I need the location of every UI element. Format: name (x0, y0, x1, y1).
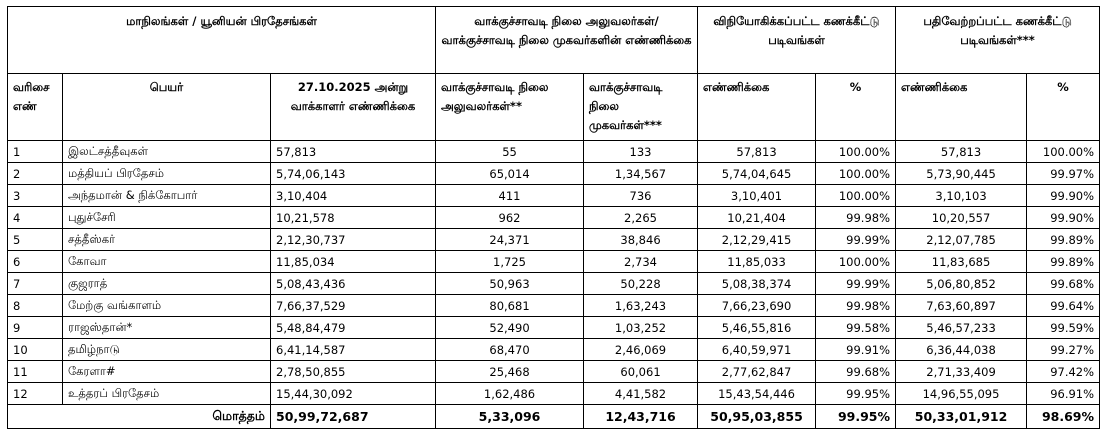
distributed-cell: 10,21,404 (698, 207, 816, 229)
uploaded-pct-cell: 100.00% (1027, 141, 1100, 163)
total-blo: 5,33,096 (436, 405, 584, 429)
table-row (8, 317, 1100, 339)
uploaded-pct-cell: 96.91% (1027, 383, 1100, 405)
bla-cell: 1,63,243 (584, 295, 698, 317)
uploaded-pct-cell: 99.59% (1027, 317, 1100, 339)
blo-cell: 25,468 (436, 361, 584, 383)
blo-cell: 411 (436, 185, 584, 207)
state-name-cell: மேற்கு வங்காளம் (63, 295, 271, 317)
blo-group-header: வாக்குச்சாவடி நிலை அலுவலர்கள்/ வாக்குச்சாவடி நிலை முகவர்களின் எண்ணிக்கை (436, 7, 698, 74)
bla-cell: 2,734 (584, 251, 698, 273)
total-uploaded: 50,33,01,912 (896, 405, 1027, 429)
electors-cell: 5,08,43,436 (271, 273, 436, 295)
table-row (8, 251, 1100, 273)
table-row (8, 185, 1100, 207)
state-name-cell: புதுச்சேரி (63, 207, 271, 229)
sir-statistics-table (7, 6, 1100, 429)
bla-cell: 2,46,069 (584, 339, 698, 361)
state-name-cell: ராஜஸ்தான்* (63, 317, 271, 339)
blo-cell: 52,490 (436, 317, 584, 339)
uploaded-cell: 5,73,90,445 (896, 163, 1027, 185)
sno-cell: 9 (8, 317, 63, 339)
distributed-pct-cell: 100.00% (816, 141, 896, 163)
table-row (8, 361, 1100, 383)
sno-cell: 11 (8, 361, 63, 383)
electors-cell: 15,44,30,092 (271, 383, 436, 405)
uploaded-cell: 10,20,557 (896, 207, 1027, 229)
bla-header: வாக்குச்சாவடி நிலை முகவர்கள்*** (584, 74, 698, 141)
uploaded-cell: 2,12,07,785 (896, 229, 1027, 251)
distributed-cell: 5,08,38,374 (698, 273, 816, 295)
uploaded-cell: 3,10,103 (896, 185, 1027, 207)
sno-cell: 3 (8, 185, 63, 207)
sno-cell: 7 (8, 273, 63, 295)
distributed-pct-cell: 99.98% (816, 207, 896, 229)
total-distributed-pct: 99.95% (816, 405, 896, 429)
total-label: மொத்தம் (8, 405, 271, 429)
state-name-cell: மத்தியப் பிரதேசம் (63, 163, 271, 185)
electors-cell: 2,78,50,855 (271, 361, 436, 383)
sno-cell: 8 (8, 295, 63, 317)
blo-cell: 65,014 (436, 163, 584, 185)
electors-header: 27.10.2025 அன்று வாக்காளர் எண்ணிக்கை (271, 74, 436, 141)
sno-cell: 10 (8, 339, 63, 361)
uploaded-cell: 5,46,57,233 (896, 317, 1027, 339)
name-header: பெயர் (63, 74, 271, 141)
state-name-cell: குஜராத் (63, 273, 271, 295)
distributed-pct-cell: 100.00% (816, 251, 896, 273)
table-row (8, 163, 1100, 185)
uploaded-pct-cell: 97.42% (1027, 361, 1100, 383)
header-row-group (8, 7, 1100, 74)
distributed-cell: 7,66,23,690 (698, 295, 816, 317)
distributed-cell: 15,43,54,446 (698, 383, 816, 405)
table-body (8, 141, 1100, 405)
state-name-cell: இலட்சத்தீவுகள் (63, 141, 271, 163)
distributed-pct-cell: 99.68% (816, 361, 896, 383)
table-row (8, 141, 1100, 163)
header-row-columns (8, 74, 1100, 141)
distributed-pct-header: % (816, 74, 896, 141)
blo-cell: 80,681 (436, 295, 584, 317)
total-electors: 50,99,72,687 (271, 405, 436, 429)
bla-cell: 50,228 (584, 273, 698, 295)
uploaded-header: பதிவேற்றப்பட்ட கணக்கீட்டு படிவங்கள்*** (896, 7, 1100, 74)
blo-cell: 24,371 (436, 229, 584, 251)
sno-cell: 2 (8, 163, 63, 185)
electors-cell: 3,10,404 (271, 185, 436, 207)
electors-cell: 6,41,14,587 (271, 339, 436, 361)
distributed-pct-cell: 100.00% (816, 185, 896, 207)
table-row (8, 295, 1100, 317)
distributed-cell: 11,85,033 (698, 251, 816, 273)
uploaded-pct-cell: 99.90% (1027, 185, 1100, 207)
blo-cell: 1,62,486 (436, 383, 584, 405)
bla-cell: 1,03,252 (584, 317, 698, 339)
total-row (8, 405, 1100, 429)
state-name-cell: தமிழ்நாடு (63, 339, 271, 361)
state-name-cell: உத்தரப் பிரதேசம் (63, 383, 271, 405)
bla-cell: 1,34,567 (584, 163, 698, 185)
distributed-cell: 3,10,401 (698, 185, 816, 207)
distributed-pct-cell: 99.95% (816, 383, 896, 405)
electors-cell: 5,48,84,479 (271, 317, 436, 339)
electors-cell: 2,12,30,737 (271, 229, 436, 251)
blo-cell: 1,725 (436, 251, 584, 273)
sno-cell: 5 (8, 229, 63, 251)
blo-header: வாக்குச்சாவடி நிலை அலுவலர்கள்** (436, 74, 584, 141)
uploaded-cell: 2,71,33,409 (896, 361, 1027, 383)
uploaded-cell: 11,83,685 (896, 251, 1027, 273)
distributed-cell: 57,813 (698, 141, 816, 163)
electors-cell: 5,74,06,143 (271, 163, 436, 185)
blo-cell: 55 (436, 141, 584, 163)
uploaded-pct-cell: 99.89% (1027, 229, 1100, 251)
blo-cell: 50,963 (436, 273, 584, 295)
uploaded-pct-cell: 99.64% (1027, 295, 1100, 317)
uploaded-pct-cell: 99.97% (1027, 163, 1100, 185)
uploaded-pct-header: % (1027, 74, 1100, 141)
sno-cell: 6 (8, 251, 63, 273)
distributed-pct-cell: 100.00% (816, 163, 896, 185)
table-row (8, 207, 1100, 229)
uploaded-pct-cell: 99.27% (1027, 339, 1100, 361)
uploaded-pct-cell: 99.90% (1027, 207, 1100, 229)
uploaded-cell: 57,813 (896, 141, 1027, 163)
uploaded-cell: 14,96,55,095 (896, 383, 1027, 405)
table-row (8, 229, 1100, 251)
distributed-pct-cell: 99.99% (816, 273, 896, 295)
uploaded-pct-cell: 99.89% (1027, 251, 1100, 273)
electors-cell: 10,21,578 (271, 207, 436, 229)
bla-cell: 60,061 (584, 361, 698, 383)
distributed-cell: 5,74,04,645 (698, 163, 816, 185)
states-header: மாநிலங்கள் / யூனியன் பிரதேசங்கள் (8, 7, 436, 74)
sno-cell: 12 (8, 383, 63, 405)
distributed-pct-cell: 99.58% (816, 317, 896, 339)
electors-cell: 7,66,37,529 (271, 295, 436, 317)
uploaded-cell: 6,36,44,038 (896, 339, 1027, 361)
distributed-pct-cell: 99.99% (816, 229, 896, 251)
uploaded-pct-cell: 99.68% (1027, 273, 1100, 295)
bla-cell: 38,846 (584, 229, 698, 251)
bla-cell: 133 (584, 141, 698, 163)
distributed-cell: 2,12,29,415 (698, 229, 816, 251)
distributed-pct-cell: 99.98% (816, 295, 896, 317)
blo-cell: 962 (436, 207, 584, 229)
distributed-cell: 5,46,55,816 (698, 317, 816, 339)
uploaded-count-header: எண்ணிக்கை (896, 74, 1027, 141)
bla-cell: 4,41,582 (584, 383, 698, 405)
electors-cell: 11,85,034 (271, 251, 436, 273)
total-uploaded-pct: 98.69% (1027, 405, 1100, 429)
distributed-count-header: எண்ணிக்கை (698, 74, 816, 141)
distributed-header: விநியோகிக்கப்பட்ட கணக்கீட்டு படிவங்கள் (698, 7, 896, 74)
distributed-cell: 2,77,62,847 (698, 361, 816, 383)
table-row (8, 339, 1100, 361)
total-distributed: 50,95,03,855 (698, 405, 816, 429)
distributed-cell: 6,40,59,971 (698, 339, 816, 361)
uploaded-cell: 7,63,60,897 (896, 295, 1027, 317)
table-row (8, 273, 1100, 295)
state-name-cell: கேரளா# (63, 361, 271, 383)
sno-header: வரிசை எண் (8, 74, 63, 141)
state-name-cell: அந்தமான் & நிக்கோபார் (63, 185, 271, 207)
bla-cell: 736 (584, 185, 698, 207)
total-bla: 12,43,716 (584, 405, 698, 429)
state-name-cell: கோவா (63, 251, 271, 273)
electors-cell: 57,813 (271, 141, 436, 163)
sno-cell: 4 (8, 207, 63, 229)
sno-cell: 1 (8, 141, 63, 163)
uploaded-cell: 5,06,80,852 (896, 273, 1027, 295)
table-row (8, 383, 1100, 405)
state-name-cell: சத்தீஸ்கர் (63, 229, 271, 251)
blo-cell: 68,470 (436, 339, 584, 361)
bla-cell: 2,265 (584, 207, 698, 229)
distributed-pct-cell: 99.91% (816, 339, 896, 361)
